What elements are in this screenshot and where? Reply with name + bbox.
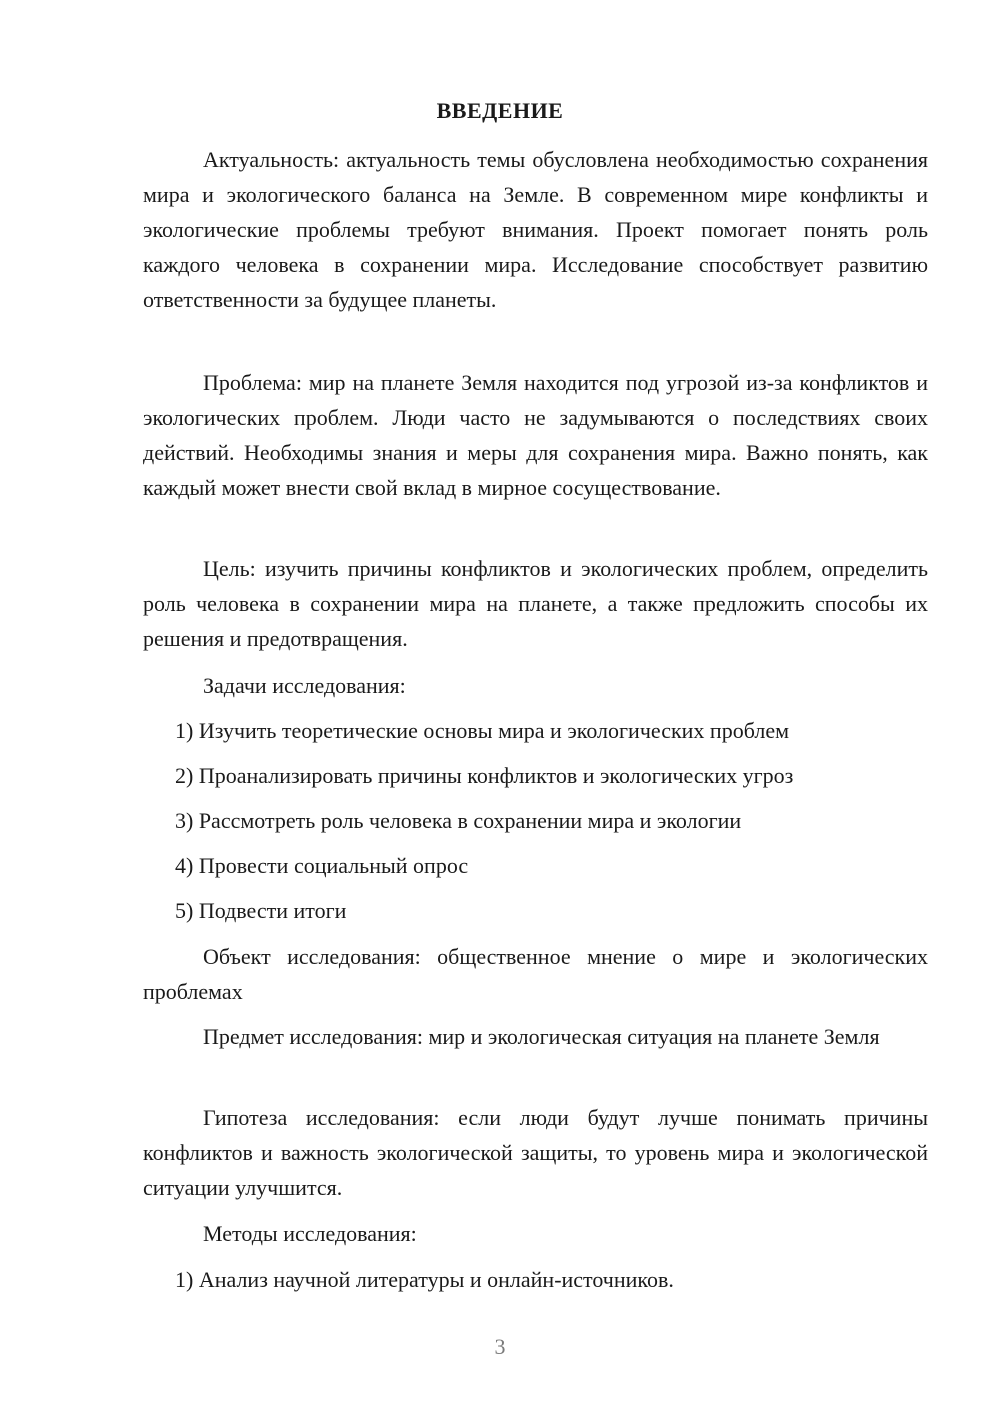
task-item: 4) Провести социальный опрос: [175, 853, 469, 878]
task-item: 1) Изучить теоретические основы мира и экологических проблем: [175, 718, 790, 743]
task-item: 2) Проанализировать причины конфликтов и экологических угроз: [175, 763, 794, 788]
method-item: 1) Анализ научной литературы и онлайн-источников.: [175, 1267, 674, 1292]
task-item: 5) Подвести итоги: [175, 898, 347, 923]
object-paragraph: Объект исследования: общественное мнение о мире и экологических проблемах: [143, 944, 928, 1004]
page-title: ВВЕДЕНИЕ: [436, 98, 564, 123]
task-item: 3) Рассмотреть роль человека в сохранении мира и экологии: [175, 808, 742, 833]
methods-heading: Методы исследования:: [203, 1221, 417, 1246]
tasks-heading: Задачи исследования:: [203, 673, 406, 698]
relevance-paragraph: Актуальность: актуальность темы обусловлена необходимостью сохранения мира и экологического баланса на Земле. В современном мире конфликты и экологические проблемы требуют внимания. Проект помогает понять роль каждого человека в сохранении мира. Исследование способствует развитию ответственности за будущее планеты.: [143, 147, 928, 312]
problem-paragraph: Проблема: мир на планете Земля находится под угрозой из-за конфликтов и экологических проблем. Люди часто не задумываются о последствиях своих действий. Необходимы знания и меры для сохранения мира. Важно понять, как каждый может внести свой вклад в мирное сосуществование.: [143, 370, 928, 500]
page-number: 3: [494, 1334, 506, 1359]
hypothesis-paragraph: Гипотеза исследования: если люди будут лучше понимать причины конфликтов и важность экологической защиты, то уровень мира и экологической ситуации улучшится.: [143, 1105, 928, 1200]
subject-paragraph: Предмет исследования: мир и экологическая ситуация на планете Земля: [203, 1024, 880, 1049]
goal-paragraph: Цель: изучить причины конфликтов и экологических проблем, определить роль человека в сохранении мира на планете, а также предложить способы их решения и предотвращения.: [143, 556, 928, 651]
